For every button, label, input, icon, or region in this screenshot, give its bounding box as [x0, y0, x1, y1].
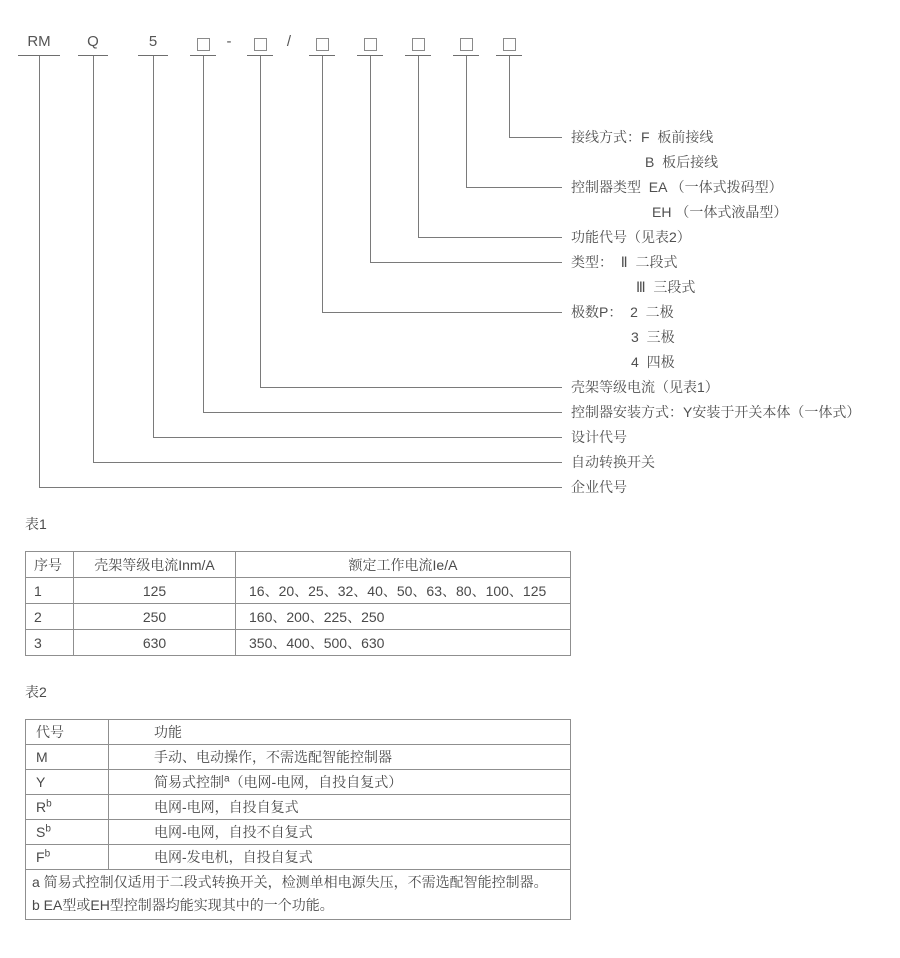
table1-header-row [26, 552, 571, 578]
code-box-type [364, 38, 377, 51]
table1-header-frame-current: 壳架等级电流Inm/A [74, 552, 236, 578]
table2-cell-function: 电网-电网，自投不自复式 [109, 820, 571, 845]
connector-hline-switch-name [93, 462, 562, 463]
table2-cell-function: 手动、电动操作，不需选配智能控制器 [109, 745, 571, 770]
connector-hline-wiring [509, 137, 562, 138]
connector-hline-design-code [153, 437, 562, 438]
connector-vline-box4 [370, 56, 371, 262]
label-controller-type-eh: EH （一体式液晶型） [652, 204, 788, 220]
table-row [26, 578, 571, 604]
label-wiring-f: 接线方式：F 板前接线 [571, 129, 714, 145]
table1-frame-current [25, 551, 571, 656]
table2-notes-cell [26, 870, 571, 920]
table2-cell-code: $F^b$ [26, 845, 109, 870]
table1-cell-rated-current: 160、200、225、250 [236, 604, 571, 630]
label-frame-current: 壳架等级电流（见表1） [571, 379, 719, 395]
table1-cell-rated-current: 350、400、500、630 [236, 630, 571, 656]
connector-hline-poles [322, 312, 562, 313]
label-controller-type-ea: 控制器类型 EA （一体式拨码型） [571, 179, 783, 195]
connector-vline-box3 [322, 56, 323, 312]
table2-header-code: 代号 [26, 720, 109, 745]
table2-cell-function: 电网-电网，自投自复式 [109, 795, 571, 820]
connector-vline-5 [153, 56, 154, 437]
connector-vline-box6 [466, 56, 467, 187]
table2-function-codes [25, 719, 571, 920]
table2-header-function: 功能 [109, 720, 571, 745]
table1-cell-frame-current: 630 [74, 630, 236, 656]
label-function-code: 功能代号（见表2） [571, 229, 691, 245]
table-row [26, 795, 571, 820]
table2-notes-row [26, 870, 571, 920]
table-row [26, 604, 571, 630]
code-box-controller-mount [197, 38, 210, 51]
table1-cell-rated-current: 16、20、25、32、40、50、63、80、100、125 [236, 578, 571, 604]
table1-cell-index: 3 [26, 630, 74, 656]
table2-cell-code: M [26, 745, 109, 770]
table2-cell-function: 电网-发电机，自投自复式 [109, 845, 571, 870]
connector-vline-box5 [418, 56, 419, 237]
connector-vline-rm [39, 56, 40, 487]
connector-hline-controller-mount [203, 412, 562, 413]
table2-cell-code: $S^b$ [26, 820, 109, 845]
code-box-function [412, 38, 425, 51]
table1-cell-index: 1 [26, 578, 74, 604]
label-controller-mount: 控制器安装方式：Y安装于开关本体（一体式） [571, 404, 861, 420]
code-box-frame-current [254, 38, 267, 51]
code-separator-slash: / [286, 33, 292, 50]
table2-caption: 表2 [25, 684, 47, 700]
code-segment-5: 5 [148, 33, 158, 50]
table2-cell-code: Y [26, 770, 109, 795]
table-row [26, 630, 571, 656]
table-row [26, 845, 571, 870]
table-row [26, 770, 571, 795]
label-design-code: 设计代号 [571, 429, 627, 445]
table-row [26, 820, 571, 845]
connector-vline-box2 [260, 56, 261, 387]
label-switch-name: 自动转换开关 [571, 454, 655, 470]
label-wiring-b: B 板后接线 [645, 154, 719, 170]
table1-caption: 表1 [25, 516, 47, 532]
label-type-iii: Ⅲ 三段式 [636, 279, 696, 295]
label-poles-2: 极数P： 2 二极 [571, 304, 674, 320]
connector-vline-box1 [203, 56, 204, 412]
connector-hline-type [370, 262, 562, 263]
table1-cell-frame-current: 250 [74, 604, 236, 630]
code-segment-rm: RM [27, 33, 51, 50]
connector-hline-function [418, 237, 562, 238]
code-box-wiring [503, 38, 516, 51]
label-poles-4: 4 四极 [631, 354, 675, 370]
connector-vline-box7 [509, 56, 510, 137]
table-row [26, 745, 571, 770]
label-type-ii: 类型： Ⅱ 二段式 [571, 254, 678, 270]
table1-header-index: 序号 [26, 552, 74, 578]
table2-cell-function: 简易式控制$^a$（电网-电网，自投自复式） [109, 770, 571, 795]
connector-vline-q [93, 56, 94, 462]
label-poles-3: 3 三极 [631, 329, 675, 345]
code-box-controller-type [460, 38, 473, 51]
table2-cell-code: $R^b$ [26, 795, 109, 820]
footnote-a: a 简易式控制仅适用于二段式转换开关，检测单相电源失压，不需选配智能控制器。 [32, 874, 548, 890]
code-separator-dash: - [226, 33, 232, 50]
table2-header-row [26, 720, 571, 745]
connector-hline-company-code [39, 487, 562, 488]
code-box-poles [316, 38, 329, 51]
table1-header-rated-current: 额定工作电流Ie/A [236, 552, 571, 578]
footnote-b: b EA型或EH型控制器均能实现其中的一个功能。 [32, 897, 334, 913]
connector-hline-controller-type [466, 187, 562, 188]
label-company-code: 企业代号 [571, 479, 627, 495]
table1-cell-frame-current: 125 [74, 578, 236, 604]
code-segment-q: Q [87, 33, 99, 50]
table1-cell-index: 2 [26, 604, 74, 630]
connector-hline-frame-current [260, 387, 562, 388]
